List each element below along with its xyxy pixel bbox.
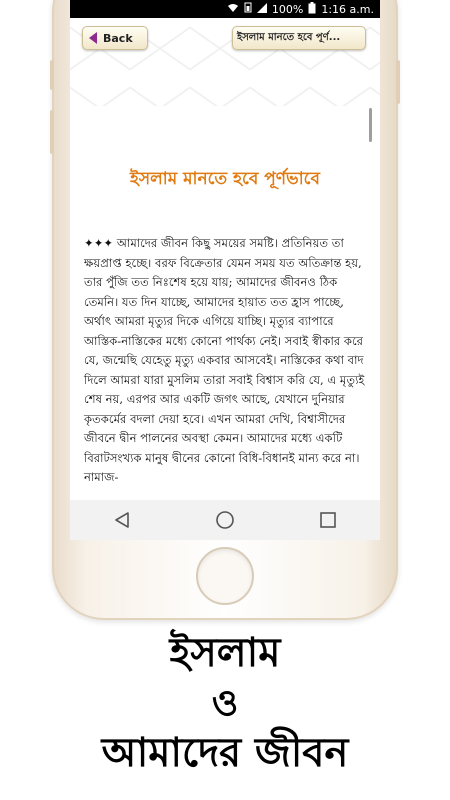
app-toolbar xyxy=(70,18,380,106)
page-title-button[interactable] xyxy=(232,26,366,50)
promo-line-1: ইসলাম xyxy=(169,630,281,676)
phone-side-button xyxy=(50,60,54,90)
promo-line-3: আমাদের জীবন xyxy=(101,730,349,776)
back-button[interactable] xyxy=(82,26,148,50)
system-nav-bar xyxy=(70,500,380,540)
page-title: ইসলাম মানতে হবে পূর্ণ... xyxy=(237,31,341,43)
phone-power-button xyxy=(396,60,400,104)
phone-volume-button xyxy=(50,110,54,154)
nav-back-button[interactable] xyxy=(102,505,142,535)
status-bar xyxy=(70,0,380,18)
wifi-icon xyxy=(227,3,239,16)
battery-icon xyxy=(308,2,316,17)
back-button-label: Back xyxy=(103,31,133,45)
article-content[interactable] xyxy=(70,106,380,500)
phone-home-button[interactable] xyxy=(196,547,254,605)
promo-line-2: ও xyxy=(211,683,239,724)
nav-recents-button[interactable] xyxy=(308,505,348,535)
square-recents-icon xyxy=(319,511,337,529)
triangle-back-icon xyxy=(114,511,130,529)
article-heading: ইসলাম মানতে হবে পূর্ণভাবে xyxy=(130,169,320,189)
battery-percent: 100% xyxy=(271,2,304,16)
back-arrow-icon xyxy=(89,32,97,44)
scrollbar[interactable] xyxy=(369,108,372,142)
battery-saver-icon xyxy=(244,2,252,16)
phone-screen xyxy=(70,0,380,540)
circle-home-icon xyxy=(215,510,235,530)
article-body: ✦✦✦ আমাদের জীবন কিছু সময়ের সমষ্টি। প্রতিনিয়ত তা ক্ষয়প্রাপ্ত হচ্ছে। বরফ বিক্রেতার যেমন সময় যত অতিক্রান্ত হয়, তার পুঁজি তত নিঃশেষ হয়ে যায়; আমাদের জীবনও ঠিক তেমনি। যত দিন যাচ্ছে, আমাদের হায়াত তত হ্রাস পাচ্ছে, অর্থাৎ আমরা মৃত্যুর দিকে এগিয়ে যাচ্ছি। মৃত্যুর ব্যাপারে আস্তিক-নাস্তিকের মধ্যে কোনো পার্থক্য নেই। সবাই স্বীকার করে যে, জন্মেছি যেহেতু মৃত্যু একবার আসবেই। নাস্তিকের কথা বাদ দিলে আমরা যারা মুসলিম তারা সবাই বিশ্বাস করি যে, এ মৃত্যুই শেষ নয়, এরপর আর একটি জগৎ আছে, যেখানে দুনিয়ার কৃতকর্মের বদলা দেয়া হবে। এখন আমরা দেখি, বিশ্বাসীদের জীবনে দ্বীন পালনের অবস্থা কেমন। আমাদের মধ্যে একটি বিরাটসংখ্যক মানুষ দ্বীনের কোনো বিধি-বিধানই মান্য করে না। নামাজ- xyxy=(84,236,365,484)
nav-home-button[interactable] xyxy=(205,505,245,535)
clock: 1:16 a.m. xyxy=(321,2,374,16)
signal-icon xyxy=(257,3,267,16)
